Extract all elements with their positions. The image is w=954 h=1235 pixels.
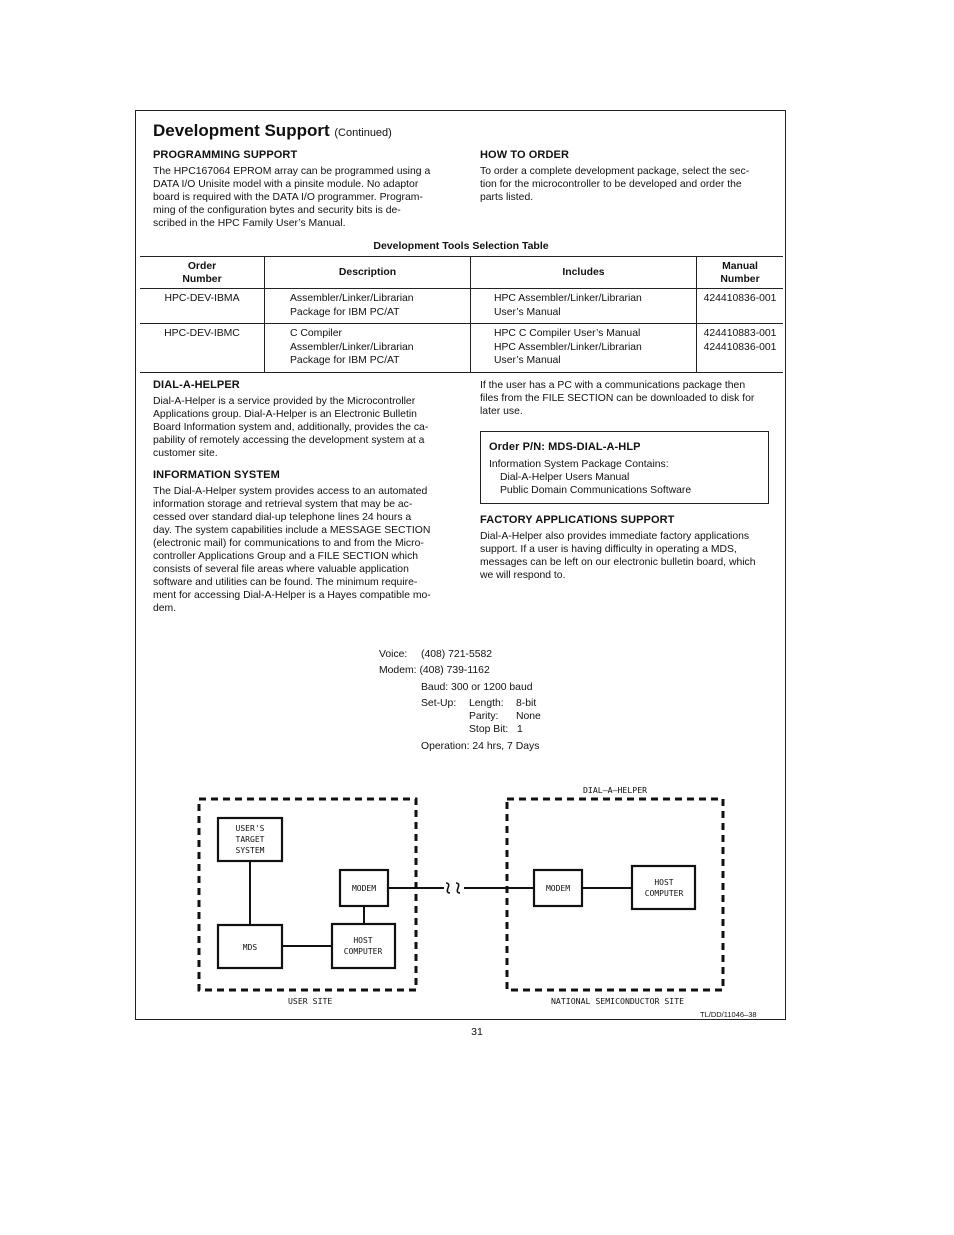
header-line: Number — [720, 273, 760, 285]
stopbit-label: Stop Bit: — [469, 724, 509, 735]
user-site-label: USER SITE — [288, 996, 333, 1006]
voice-number: (408) 721-5582 — [421, 649, 493, 660]
text-line: The Dial-A-Helper system provides access to an automated — [153, 486, 428, 497]
manual-number-cell — [697, 289, 784, 324]
text-line: later use. — [480, 406, 523, 417]
manual-number-cell — [697, 324, 784, 373]
national-host-box — [632, 866, 695, 909]
text-line: Applications group. Dial-A-Helper is an Electronic Bulletin — [153, 409, 417, 420]
col-includes — [471, 257, 697, 289]
text-line: If the user has a PC with a communications package then — [480, 380, 746, 391]
header-line: Manual — [722, 260, 758, 272]
page-title-text: Development Support — [153, 121, 330, 140]
text-line: customer site. — [153, 448, 218, 459]
text-line: dem. — [153, 603, 177, 614]
how-to-order-text — [480, 165, 769, 204]
text-line: software and utilities can be found. The minimum require- — [153, 577, 418, 588]
text-line: messages can be left on our electronic bulletin board, which — [480, 557, 756, 568]
information-system-heading: INFORMATION SYSTEM — [153, 469, 280, 481]
order-box-heading: Order P/N: MDS-DIAL-A-HLP — [489, 441, 641, 453]
text-line: Board Information system and, additionally, provides the ca- — [153, 422, 429, 433]
modem-number: (408) 739-1162 — [419, 665, 490, 676]
text-line: consists of several file areas where valuable application — [153, 564, 409, 575]
cell-line: C Compiler — [290, 328, 342, 339]
phone-line-break-icon — [446, 883, 460, 893]
cell-line: User’s Manual — [494, 355, 561, 366]
includes-cell — [471, 289, 697, 324]
how-to-order-heading: HOW TO ORDER — [480, 149, 569, 161]
target-system-label-line: SYSTEM — [235, 846, 265, 855]
user-host-label-line: COMPUTER — [343, 947, 383, 956]
table-header-row — [140, 257, 783, 289]
user-modem-label: MODEM — [351, 884, 377, 893]
text-line: Dial-A-Helper is a service provided by the Microcontroller — [153, 396, 416, 407]
voice-label: Voice: — [379, 649, 408, 660]
text-line: board is required with the DATA I/O programmer. Program- — [153, 192, 423, 203]
text-line: ming of the configuration bytes and security bits is de- — [153, 205, 401, 216]
programming-support-text — [153, 165, 442, 230]
cell-line: 424410836-001 — [703, 293, 777, 304]
dial-a-helper-heading: DIAL-A-HELPER — [153, 379, 240, 391]
order-box-item: Dial-A-Helper Users Manual — [500, 472, 630, 483]
national-host-label-line: COMPUTER — [644, 889, 684, 898]
length-value: 8-bit — [516, 698, 537, 709]
description-cell — [265, 289, 471, 324]
parity-value: None — [516, 711, 541, 722]
text-line: parts listed. — [480, 192, 534, 203]
user-host-label-line: HOST — [353, 936, 373, 945]
length-label: Length: — [469, 698, 504, 709]
text-line: (electronic mail) for communications to and from the Micro- — [153, 538, 424, 549]
factory-support-heading: FACTORY APPLICATIONS SUPPORT — [480, 514, 675, 526]
modem-line — [379, 664, 490, 677]
text-line: we will respond to. — [480, 570, 566, 581]
col-manual-number — [697, 257, 784, 289]
baud-line: Baud: 300 or 1200 baud — [421, 682, 533, 693]
order-box-intro: Information System Package Contains: — [489, 459, 669, 470]
voice-line — [379, 648, 493, 661]
text-line: tion for the microcontroller to be developed and order the — [480, 179, 742, 190]
order-number-cell: HPC-DEV-IBMA — [140, 289, 265, 324]
factory-support-text — [480, 530, 769, 582]
text-line: files from the FILE SECTION can be downloaded to disk for — [480, 393, 755, 404]
page-title — [153, 121, 392, 141]
target-system-label-line: TARGET — [235, 835, 265, 844]
cell-line: HPC C Compiler User’s Manual — [494, 328, 641, 339]
national-modem-label: MODEM — [545, 884, 571, 893]
text-line: DATA I/O Unisite model with a pinsite module. No adaptor — [153, 179, 419, 190]
cell-line: Assembler/Linker/Librarian — [290, 293, 414, 304]
order-box-item: Public Domain Communications Software — [500, 485, 692, 496]
table-row — [140, 324, 783, 373]
text-line: pability of remotely accessing the development system at a — [153, 435, 425, 446]
text-line: cessed over standard dial-up telephone lines 24 hours a — [153, 512, 412, 523]
description-cell — [265, 324, 471, 373]
order-number-cell: HPC-DEV-IBMC — [140, 324, 265, 373]
table-row — [140, 289, 783, 324]
dial-a-helper-label: DIAL–A–HELPER — [583, 785, 648, 795]
header-line: Description — [338, 267, 397, 278]
text-line: information storage and retrieval system that may be ac- — [153, 499, 413, 510]
header-line: Includes — [562, 267, 605, 278]
national-host-label-line: HOST — [654, 878, 674, 887]
figure-code: TL/DD/11046–38 — [700, 1010, 757, 1019]
text-line: Dial-A-Helper also provides immediate factory applications — [480, 531, 750, 542]
includes-cell — [471, 324, 697, 373]
stopbit-value: 1 — [517, 724, 523, 735]
pc-download-text — [480, 379, 769, 418]
modem-label: Modem: — [379, 665, 417, 676]
cell-line: 424410883-001 — [703, 328, 777, 339]
dial-a-helper-text — [153, 395, 442, 460]
col-order-number — [140, 257, 265, 289]
cell-line: Package for IBM PC/AT — [290, 306, 400, 318]
cell-line: Package for IBM PC/AT — [290, 355, 400, 366]
user-host-box — [332, 924, 395, 968]
page-number: 31 — [471, 1026, 483, 1038]
col-description — [265, 257, 471, 289]
mds-label: MDS — [242, 943, 258, 952]
information-system-text — [153, 485, 442, 615]
programming-support-heading: PROGRAMMING SUPPORT — [153, 149, 298, 161]
national-site-label: NATIONAL SEMICONDUCTOR SITE — [551, 996, 685, 1006]
text-line: The HPC167064 EPROM array can be programmed using a — [153, 166, 431, 177]
dial-a-helper-diagram — [180, 780, 740, 1015]
text-line: support. If a user is having difficulty in operating a MDS, — [480, 544, 737, 555]
operation-line: Operation: 24 hrs, 7 Days — [421, 741, 540, 752]
tools-table-title: Development Tools Selection Table — [373, 240, 549, 252]
parity-label: Parity: — [469, 711, 499, 722]
text-line: day. The system capabilities include a MESSAGE SECTION — [153, 525, 431, 536]
cell-line: Assembler/Linker/Librarian — [290, 341, 414, 353]
text-line: ment for accessing Dial-A-Helper is a Hayes compatible mo- — [153, 590, 431, 601]
text-line: controller Applications Group and a FILE SECTION which — [153, 551, 419, 562]
cell-line: HPC Assembler/Linker/Librarian — [494, 293, 642, 304]
text-line: scribed in the HPC Family User’s Manual. — [153, 218, 346, 229]
cell-line: User’s Manual — [494, 306, 561, 318]
order-box — [480, 431, 769, 504]
cell-line: 424410836-001 — [703, 341, 777, 353]
header-line: Order — [187, 260, 217, 272]
tools-table — [140, 256, 783, 373]
header-line: Number — [182, 273, 222, 285]
text-line: To order a complete development package, select the sec- — [480, 166, 750, 177]
setup-label: Set-Up: — [421, 698, 457, 709]
order-box-contents — [489, 458, 759, 497]
target-system-label-line: USER'S — [235, 824, 265, 833]
cell-line: HPC Assembler/Linker/Librarian — [494, 341, 642, 353]
page-title-suffix: (Continued) — [334, 127, 392, 139]
